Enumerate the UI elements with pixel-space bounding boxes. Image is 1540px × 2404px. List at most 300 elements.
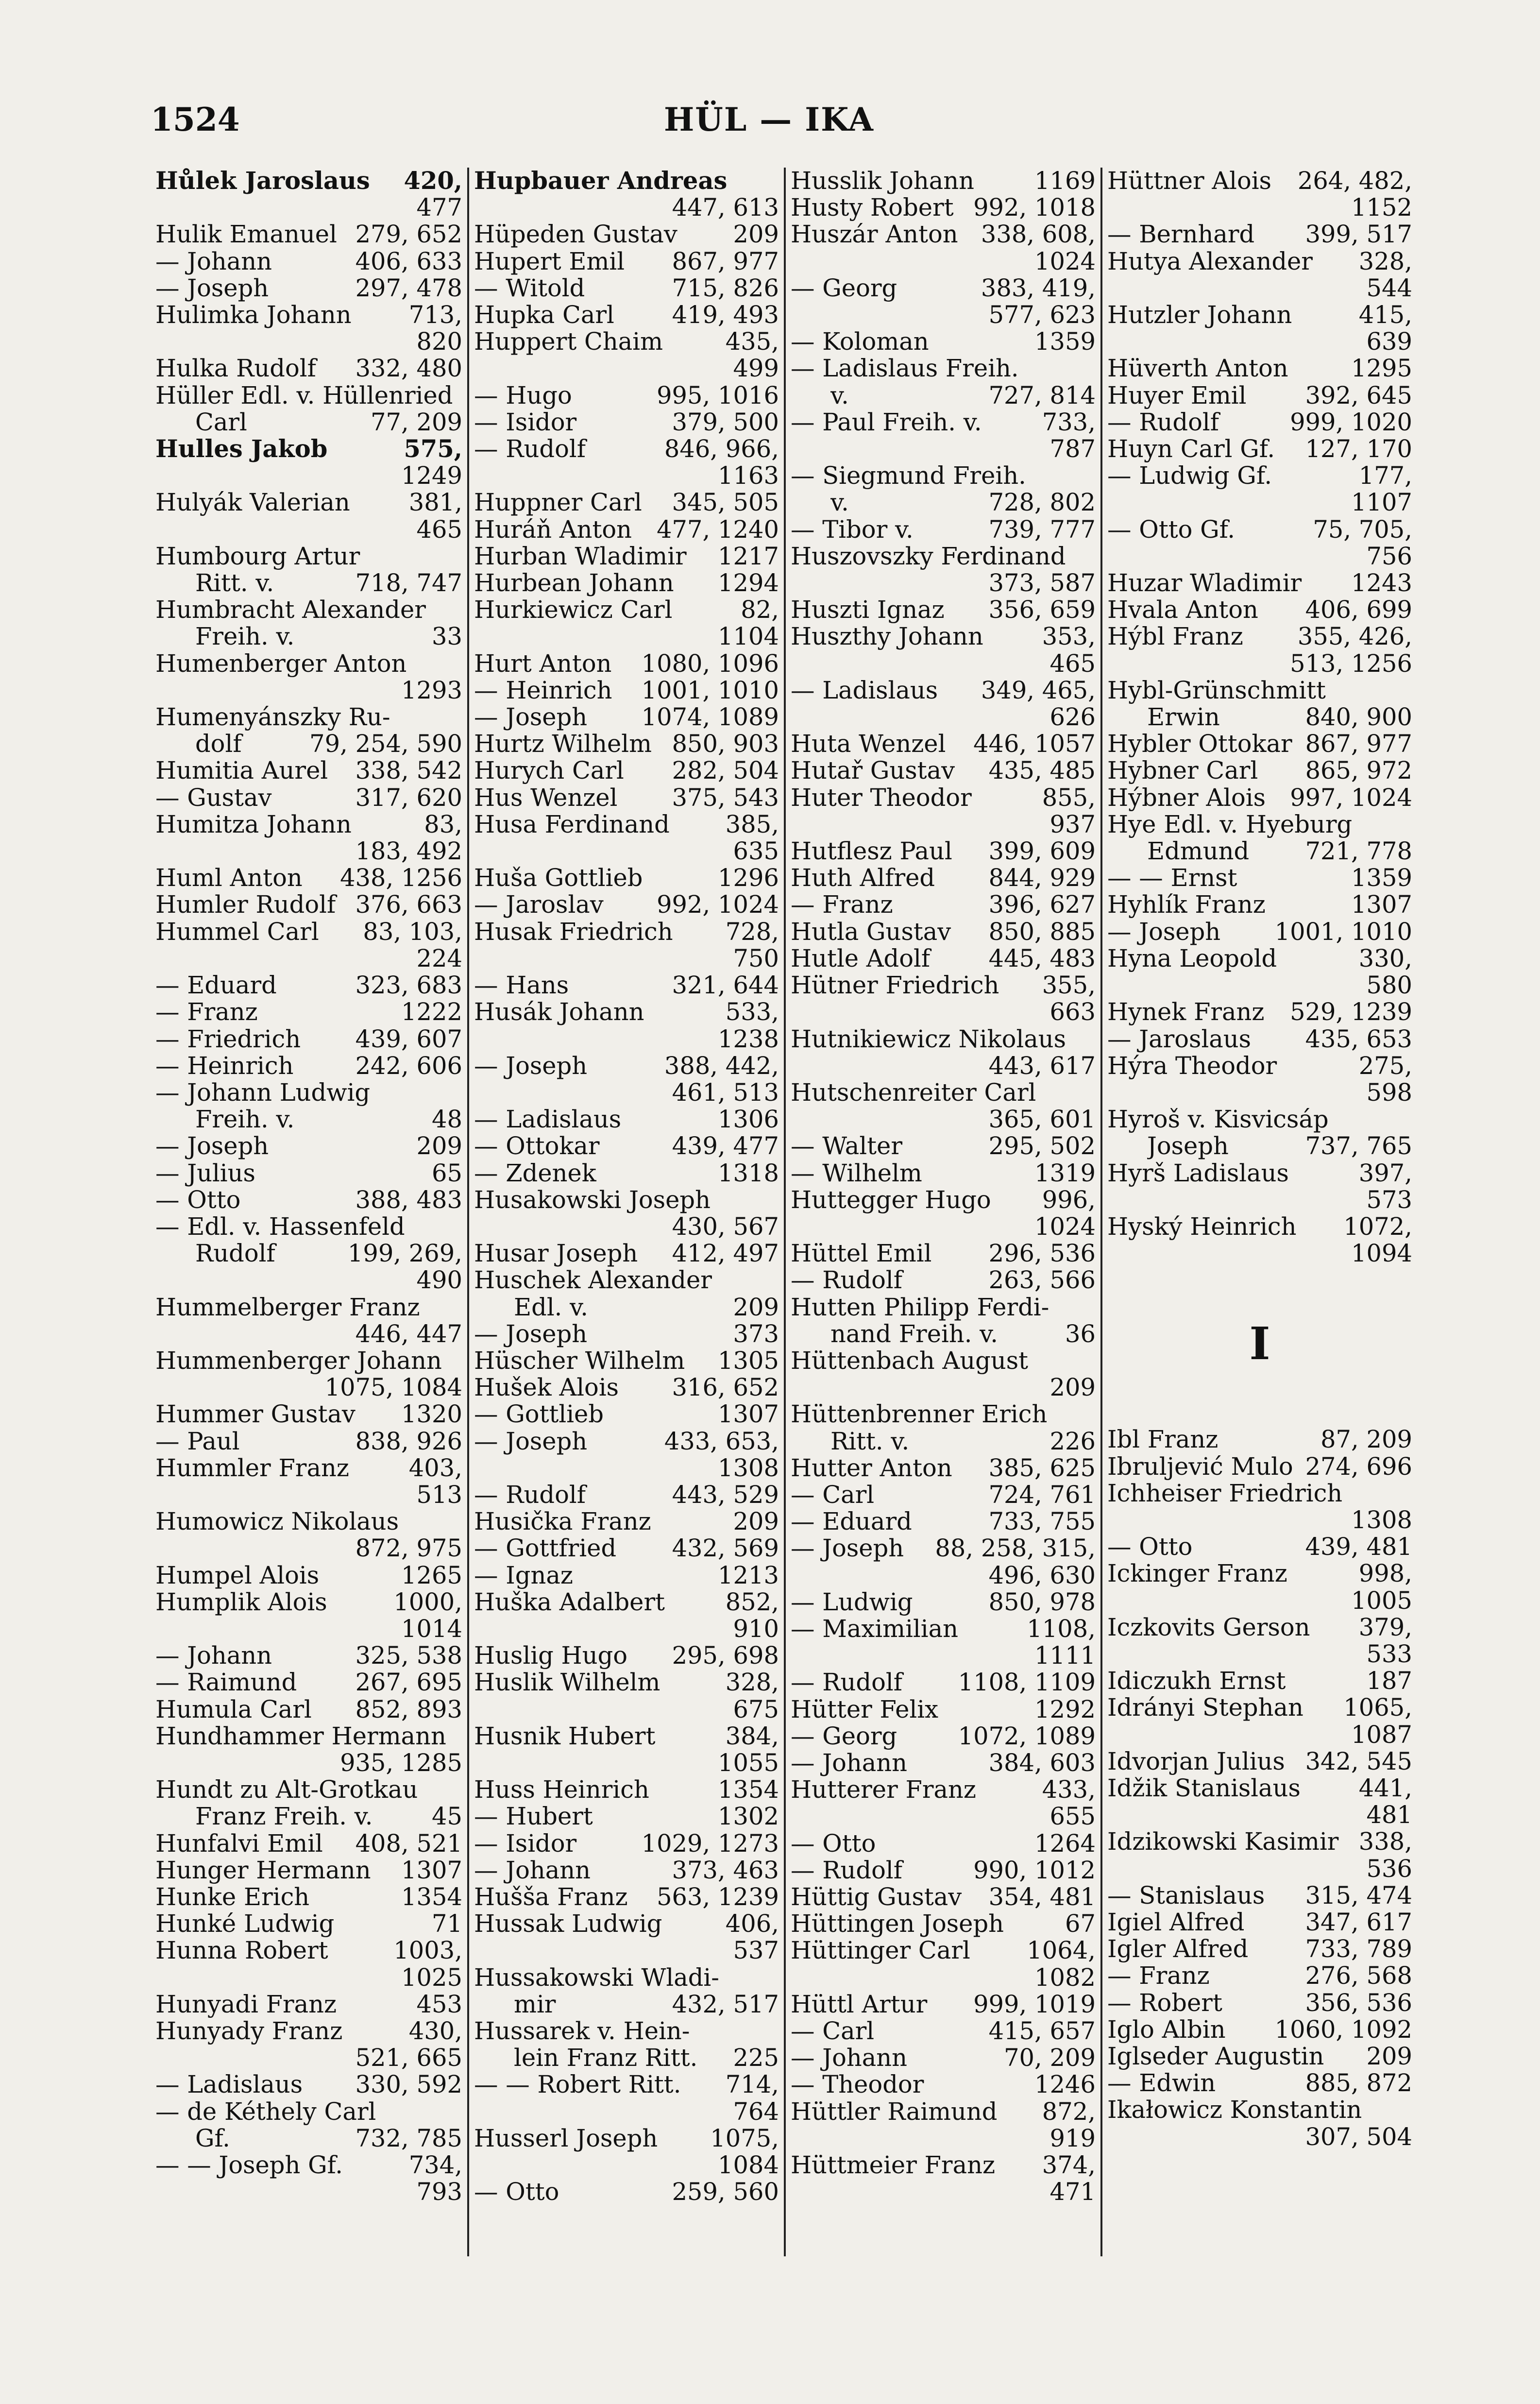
entry-name: Huszthy Johann xyxy=(791,623,983,650)
entry-name: — Hubert xyxy=(474,1803,593,1830)
index-entry xyxy=(791,1857,1096,1884)
entry-name: — Heinrich xyxy=(474,677,612,704)
index-entry xyxy=(791,757,1096,784)
entry-name: — Tibor v. xyxy=(791,516,914,543)
entry-page-refs: 328, xyxy=(725,1668,779,1697)
entry-page-refs: 1217 xyxy=(718,542,779,570)
entry-page-refs: 1060, 1092 xyxy=(1274,2015,1412,2044)
entry-page-refs: 580 xyxy=(1366,971,1412,1000)
entry-name: — Franz xyxy=(1107,1962,1210,1990)
entry-name xyxy=(474,1026,711,1053)
entry-name: Hušek Alois xyxy=(474,1374,619,1401)
entry-name: — Gottlieb xyxy=(474,1401,604,1428)
entry-page-refs: 354, 481 xyxy=(988,1883,1096,1911)
index-entry xyxy=(155,1642,462,1669)
entry-page-refs: 275, xyxy=(1358,1051,1412,1080)
entry-page-refs: 820 xyxy=(416,327,462,356)
entry-name: Huška Adalbert xyxy=(474,1588,665,1616)
entry-page-refs: 529, 1239 xyxy=(1290,998,1412,1026)
entry-name: — Raimund xyxy=(155,1669,297,1696)
entry-name: mir xyxy=(514,1991,556,2018)
entry-name xyxy=(474,1616,727,1642)
entry-page-refs: 1094 xyxy=(1351,1239,1412,1268)
entry-name xyxy=(155,1267,410,1294)
entry-name: Hutschenreiter Carl xyxy=(791,1079,1036,1107)
entry-name: Hussak Ludwig xyxy=(474,1910,662,1938)
entry-page-refs: 1075, xyxy=(710,2124,779,2152)
entry-name: — Wilhelm xyxy=(791,1159,922,1187)
index-entry xyxy=(155,999,462,1025)
entry-name: Hunfalvi Emil xyxy=(155,1830,323,1857)
index-entry xyxy=(1107,328,1412,355)
entry-name: nand Freih. v. xyxy=(830,1320,998,1347)
index-entry xyxy=(1107,1936,1412,1962)
entry-name: Hutzler Johann xyxy=(1107,302,1292,329)
entry-page-refs: 733, 789 xyxy=(1305,1935,1412,1963)
index-entry xyxy=(155,1428,462,1455)
index-entry xyxy=(1107,248,1412,275)
index-entry xyxy=(1107,1160,1412,1187)
entry-page-refs: 263, 566 xyxy=(988,1266,1096,1295)
entry-name: — — Robert Ritt. xyxy=(474,2071,681,2098)
index-entry xyxy=(791,704,1096,731)
index-entry xyxy=(155,919,462,945)
index-entry xyxy=(474,302,779,328)
entry-page-refs: 79, 254, 590 xyxy=(309,730,462,758)
entry-name xyxy=(1107,1187,1360,1213)
entry-page-refs: 347, 617 xyxy=(1305,1908,1412,1936)
entry-name: — Franz xyxy=(155,999,258,1026)
index-entry xyxy=(474,1213,779,1240)
entry-name: Hussarek v. Hein- xyxy=(474,2018,690,2045)
entry-name: Hutterer Franz xyxy=(791,1776,976,1804)
entry-page-refs: 1163 xyxy=(718,461,779,490)
index-entry xyxy=(1107,1213,1412,1240)
entry-name xyxy=(155,838,349,865)
entry-page-refs: 321, 644 xyxy=(672,971,779,1000)
entry-name: Humenyánszky Ru- xyxy=(155,704,390,731)
entry-page-refs: 396, 627 xyxy=(988,890,1096,919)
entry-page-refs xyxy=(456,382,462,409)
entry-page-refs: 1000, xyxy=(393,1587,462,1616)
index-entry xyxy=(155,1937,462,1964)
index-entry xyxy=(155,1776,462,1803)
entry-page-refs: 430, xyxy=(408,2017,462,2046)
entry-name: — Paul Freih. v. xyxy=(791,409,982,436)
entry-page-refs: 655 xyxy=(1049,1802,1096,1831)
entry-page-refs: 432, 569 xyxy=(672,1534,779,1563)
index-entry xyxy=(474,1347,779,1374)
entry-name: — Theodor xyxy=(791,2071,924,2098)
entry-name: Humenberger Anton xyxy=(155,650,407,677)
entry-name: Franz Freih. v. xyxy=(195,1803,373,1830)
entry-name xyxy=(474,194,665,221)
entry-page-refs: 563, 1239 xyxy=(657,1883,779,1911)
entry-name: Huszovszky Ferdinand xyxy=(791,543,1066,570)
index-entry xyxy=(474,1803,779,1830)
index-entry xyxy=(1107,221,1412,248)
entry-page-refs: 406, 699 xyxy=(1305,596,1412,624)
entry-name: Husička Franz xyxy=(474,1508,651,1535)
entry-name: Humula Carl xyxy=(155,1696,312,1723)
entry-name: — Hugo xyxy=(474,382,572,409)
entry-name: — Joseph xyxy=(474,1320,588,1347)
index-entry xyxy=(474,945,779,972)
entry-page-refs: 855, xyxy=(1042,783,1096,812)
entry-page-refs: 734, xyxy=(408,2151,462,2180)
entry-page-refs xyxy=(456,1508,462,1535)
entry-name xyxy=(791,570,982,597)
index-entry xyxy=(474,194,779,221)
entry-name: Freih. v. xyxy=(195,623,295,650)
index-entry xyxy=(791,1401,1096,1428)
index-entry xyxy=(155,328,462,355)
entry-page-refs xyxy=(1089,1347,1096,1374)
entry-page-refs: 995, 1016 xyxy=(657,381,779,409)
entry-page-refs xyxy=(772,168,779,194)
index-entry xyxy=(791,1991,1096,2018)
entry-page-refs: 1265 xyxy=(401,1561,462,1589)
entry-page-refs: 209 xyxy=(733,1507,779,1536)
entry-name: Hutya Alexander xyxy=(1107,248,1313,275)
entry-page-refs: 513, 1256 xyxy=(1290,649,1412,678)
index-entry xyxy=(1107,543,1412,570)
entry-page-refs: 787 xyxy=(1049,435,1096,463)
index-entry xyxy=(1107,462,1412,489)
entry-page-refs: 295, 502 xyxy=(988,1132,1096,1160)
entry-name xyxy=(155,516,410,543)
entry-name: Igler Alfred xyxy=(1107,1936,1249,1963)
entry-name: Humowicz Nikolaus xyxy=(155,1508,399,1535)
entry-name: — Gustav xyxy=(155,784,272,811)
entry-page-refs: 635 xyxy=(733,837,779,866)
entry-page-refs: 441, xyxy=(1358,1773,1412,1802)
index-entry xyxy=(155,2071,462,2098)
entry-page-refs: 83, 103, xyxy=(363,917,462,946)
entry-page-refs: 764 xyxy=(733,2097,779,2126)
index-entry xyxy=(474,650,779,677)
index-entry xyxy=(791,1455,1096,1482)
entry-page-refs: 406, 633 xyxy=(355,247,462,275)
index-entry xyxy=(1107,1053,1412,1079)
index-entry xyxy=(791,1160,1096,1187)
entry-page-refs: 992, 1024 xyxy=(657,890,779,919)
entry-name: Hundt zu Alt-Grotkau xyxy=(155,1776,418,1804)
entry-name: Hüttler Raimund xyxy=(791,2098,998,2125)
index-entry xyxy=(155,784,462,811)
index-entry xyxy=(1107,1828,1412,1855)
entry-page-refs: 199, 269, xyxy=(347,1239,462,1268)
entry-name xyxy=(474,945,727,972)
entry-page-refs: 183, 492 xyxy=(355,837,462,866)
entry-name: Hutař Gustav xyxy=(791,757,955,784)
index-entry xyxy=(155,1187,462,1213)
entry-page-refs: 1014 xyxy=(401,1614,462,1643)
entry-page-refs: 447, 613 xyxy=(672,193,779,222)
index-entry xyxy=(1107,1748,1412,1775)
entry-page-refs: 379, 500 xyxy=(672,408,779,436)
entry-name: Hurtz Wilhelm xyxy=(474,731,652,758)
entry-page-refs: 385, 625 xyxy=(988,1453,1096,1482)
index-entry xyxy=(155,1857,462,1884)
index-entry xyxy=(791,1642,1096,1669)
index-entry xyxy=(1107,891,1412,918)
index-entry xyxy=(155,1374,462,1401)
index-entry xyxy=(1107,2016,1412,2043)
entry-name: — Georg xyxy=(791,274,897,302)
index-entry xyxy=(791,1750,1096,1776)
entry-page-refs xyxy=(1405,2097,1412,2123)
entry-page-refs xyxy=(1089,543,1096,570)
entry-page-refs xyxy=(1089,1294,1096,1321)
entry-name: — Ladislaus Freih. xyxy=(791,355,1019,382)
index-entry xyxy=(155,597,462,623)
index-entry xyxy=(791,1240,1096,1267)
entry-name xyxy=(791,248,1028,275)
entry-name xyxy=(1107,1641,1360,1668)
entry-name: — Ignaz xyxy=(474,1562,573,1589)
index-entry xyxy=(791,1508,1096,1535)
entry-page-refs: 328, xyxy=(1358,247,1412,275)
index-entry xyxy=(791,1267,1096,1294)
entry-page-refs: 439, 607 xyxy=(355,1024,462,1053)
entry-page-refs: 1306 xyxy=(718,1105,779,1134)
index-entry xyxy=(1107,1106,1412,1133)
index-entry xyxy=(474,677,779,704)
entry-page-refs: 33 xyxy=(432,622,462,651)
index-entry xyxy=(791,1937,1096,1964)
entry-page-refs: 499 xyxy=(733,354,779,383)
entry-page-refs: 317, 620 xyxy=(355,783,462,812)
entry-page-refs: 577, 623 xyxy=(988,301,1096,329)
entry-name: — Stanislaus xyxy=(1107,1882,1265,1909)
index-entry xyxy=(791,650,1096,677)
entry-name: Huppert Chaim xyxy=(474,328,663,356)
index-entry xyxy=(155,945,462,972)
entry-page-refs xyxy=(1089,1401,1096,1428)
entry-page-refs: 1308 xyxy=(1351,1505,1412,1534)
entry-name: Hupbauer Andreas xyxy=(474,168,728,195)
entry-page-refs xyxy=(456,1723,462,1750)
entry-name: Hüpeden Gustav xyxy=(474,221,677,248)
entry-name: Huth Alfred xyxy=(791,865,935,892)
entry-name: Ikałowicz Konstantin xyxy=(1107,2097,1362,2124)
entry-name xyxy=(1107,1507,1344,1534)
entry-name xyxy=(791,302,982,328)
entry-name: dolf xyxy=(195,731,242,758)
index-entry xyxy=(474,489,779,516)
entry-page-refs: 872, xyxy=(1042,2097,1096,2126)
entry-page-refs: 1169 xyxy=(1034,168,1096,195)
index-entry xyxy=(791,1723,1096,1750)
entry-name: Hüttl Artur xyxy=(791,1991,928,2018)
entry-name xyxy=(791,2125,1043,2152)
index-entry xyxy=(155,1401,462,1428)
entry-page-refs: 70, 209 xyxy=(1004,2044,1096,2072)
entry-page-refs: 1354 xyxy=(718,1775,779,1804)
entry-page-refs: 850, 903 xyxy=(672,730,779,758)
entry-name: — Joseph xyxy=(155,1133,269,1160)
index-entry xyxy=(1107,1614,1412,1641)
entry-page-refs: 267, 695 xyxy=(355,1668,462,1697)
entry-page-refs: 537 xyxy=(733,1936,779,1965)
index-entry xyxy=(1107,194,1412,221)
index-entry xyxy=(474,221,779,248)
index-entry xyxy=(474,1562,779,1589)
entry-name xyxy=(791,2179,1043,2205)
index-entry xyxy=(474,1106,779,1133)
entry-name: — Bernhard xyxy=(1107,221,1255,248)
entry-page-refs: 675 xyxy=(733,1695,779,1723)
entry-name: Husa Ferdinand xyxy=(474,811,670,838)
entry-name xyxy=(474,1079,665,1106)
index-entry xyxy=(1107,1079,1412,1106)
entry-name: — Isidor xyxy=(474,409,577,436)
entry-name xyxy=(1107,972,1360,999)
entry-page-refs: 1111 xyxy=(1034,1641,1096,1670)
index-entry xyxy=(791,597,1096,623)
entry-page-refs: 536 xyxy=(1366,1854,1412,1883)
entry-name: Huzar Wladimir xyxy=(1107,570,1302,597)
entry-page-refs: 477, 1240 xyxy=(657,515,779,544)
entry-page-refs: 733, xyxy=(1042,408,1096,436)
entry-page-refs xyxy=(456,1776,462,1803)
entry-page-refs: 376, 663 xyxy=(355,890,462,919)
index-entry xyxy=(1107,1722,1412,1748)
entry-name: Huyer Emil xyxy=(1107,382,1247,409)
entry-page-refs: 844, 929 xyxy=(988,864,1096,892)
index-entry xyxy=(474,1267,779,1294)
entry-page-refs: 1074, 1089 xyxy=(641,703,779,732)
entry-name: Hunke Erich xyxy=(155,1884,310,1911)
entry-page-refs: 999, 1020 xyxy=(1290,408,1412,436)
index-entry xyxy=(791,784,1096,811)
index-entry xyxy=(155,1830,462,1857)
index-entry xyxy=(474,919,779,945)
entry-name xyxy=(1107,1722,1344,1748)
entry-page-refs: 399, 609 xyxy=(988,837,1096,866)
entry-page-refs: 420, xyxy=(404,168,462,195)
entry-page-refs: 1238 xyxy=(718,1024,779,1053)
entry-page-refs: 383, 419, xyxy=(981,273,1096,302)
entry-name: Humbourg Artur xyxy=(155,543,360,570)
index-entry xyxy=(1107,1187,1412,1213)
index-entry xyxy=(1107,2070,1412,2097)
index-entry xyxy=(474,2152,779,2179)
index-entry xyxy=(474,999,779,1025)
entry-name: — Johann xyxy=(474,1857,591,1884)
index-entry xyxy=(1107,1909,1412,1936)
index-entry xyxy=(791,1535,1096,1562)
entry-name: Hurych Carl xyxy=(474,757,624,784)
entry-name: Huml Anton xyxy=(155,865,303,892)
entry-page-refs: 1308 xyxy=(718,1453,779,1482)
index-entry xyxy=(474,2125,779,2152)
index-entry xyxy=(791,1374,1096,1401)
index-entry xyxy=(791,865,1096,891)
index-entry xyxy=(155,1535,462,1562)
index-entry xyxy=(155,1213,462,1240)
entry-page-refs: 852, xyxy=(725,1587,779,1616)
index-entry xyxy=(791,409,1096,436)
entry-page-refs: 1055 xyxy=(718,1748,779,1777)
index-entry xyxy=(1107,731,1412,757)
index-entry xyxy=(1107,1026,1412,1053)
entry-name xyxy=(1107,328,1360,355)
entry-page-refs: 323, 683 xyxy=(355,971,462,1000)
entry-page-refs: 445, 483 xyxy=(988,944,1096,972)
index-entry xyxy=(155,1267,462,1294)
entry-page-refs: 127, 170 xyxy=(1305,435,1412,463)
entry-name: — Heinrich xyxy=(155,1052,294,1079)
index-entry xyxy=(474,623,779,650)
entry-page-refs: 87, 209 xyxy=(1320,1425,1412,1454)
entry-page-refs: 935, 1285 xyxy=(340,1748,462,1777)
index-entry xyxy=(474,1079,779,1106)
entry-name: Husakowski Joseph xyxy=(474,1186,711,1213)
index-entry xyxy=(1107,623,1412,650)
entry-page-refs: 1065, xyxy=(1343,1693,1412,1722)
entry-page-refs: 435, 653 xyxy=(1305,1024,1412,1053)
index-entry xyxy=(1107,1694,1412,1721)
entry-name xyxy=(474,1696,727,1723)
entry-name: Hummer Gustav xyxy=(155,1401,355,1428)
index-entry xyxy=(155,1508,462,1535)
entry-page-refs: 264, 482, xyxy=(1297,168,1412,195)
index-entry xyxy=(1107,275,1412,302)
index-entry xyxy=(155,1133,462,1159)
entry-page-refs: 408, 521 xyxy=(355,1829,462,1858)
index-entry xyxy=(155,2152,462,2179)
entry-page-refs: 737, 765 xyxy=(1305,1132,1412,1160)
entry-page-refs: 1108, xyxy=(1027,1614,1096,1643)
index-entry xyxy=(155,731,462,757)
index-entry xyxy=(1107,409,1412,436)
entry-page-refs: 82, xyxy=(741,596,779,624)
index-entry xyxy=(1107,2043,1412,2070)
entry-page-refs: 412, 497 xyxy=(672,1239,779,1268)
entry-name: Hutten Philipp Ferdi- xyxy=(791,1294,1049,1321)
entry-page-refs: 297, 478 xyxy=(355,273,462,302)
entry-name: Husak Friedrich xyxy=(474,918,673,945)
entry-name: — Carl xyxy=(791,1481,875,1509)
index-entry xyxy=(155,1991,462,2018)
entry-page-refs: 639 xyxy=(1366,327,1412,356)
index-entry xyxy=(155,1669,462,1696)
entry-page-refs: 1084 xyxy=(718,2151,779,2180)
entry-name: Huša Gottlieb xyxy=(474,865,643,892)
index-entry xyxy=(155,1240,462,1267)
entry-page-refs: 1354 xyxy=(401,1883,462,1911)
entry-name xyxy=(1107,1856,1360,1882)
entry-name: v. xyxy=(830,489,849,516)
entry-name: — Friedrich xyxy=(155,1025,301,1053)
entry-name: Husnik Hubert xyxy=(474,1722,656,1750)
entry-page-refs: 919 xyxy=(1049,2124,1096,2152)
index-entry xyxy=(474,891,779,918)
index-entry xyxy=(474,2071,779,2098)
entry-page-refs: 521, 665 xyxy=(355,2044,462,2072)
index-entry xyxy=(1107,436,1412,462)
entry-page-refs: 374, xyxy=(1042,2151,1096,2180)
entry-page-refs: 1307 xyxy=(718,1400,779,1429)
entry-page-refs: 443, 617 xyxy=(988,1051,1096,1080)
entry-page-refs xyxy=(456,1347,462,1374)
entry-page-refs: 373, 463 xyxy=(672,1856,779,1884)
entry-name xyxy=(791,1803,1043,1830)
index-entry xyxy=(1107,1962,1412,1989)
index-entry xyxy=(1107,168,1412,194)
